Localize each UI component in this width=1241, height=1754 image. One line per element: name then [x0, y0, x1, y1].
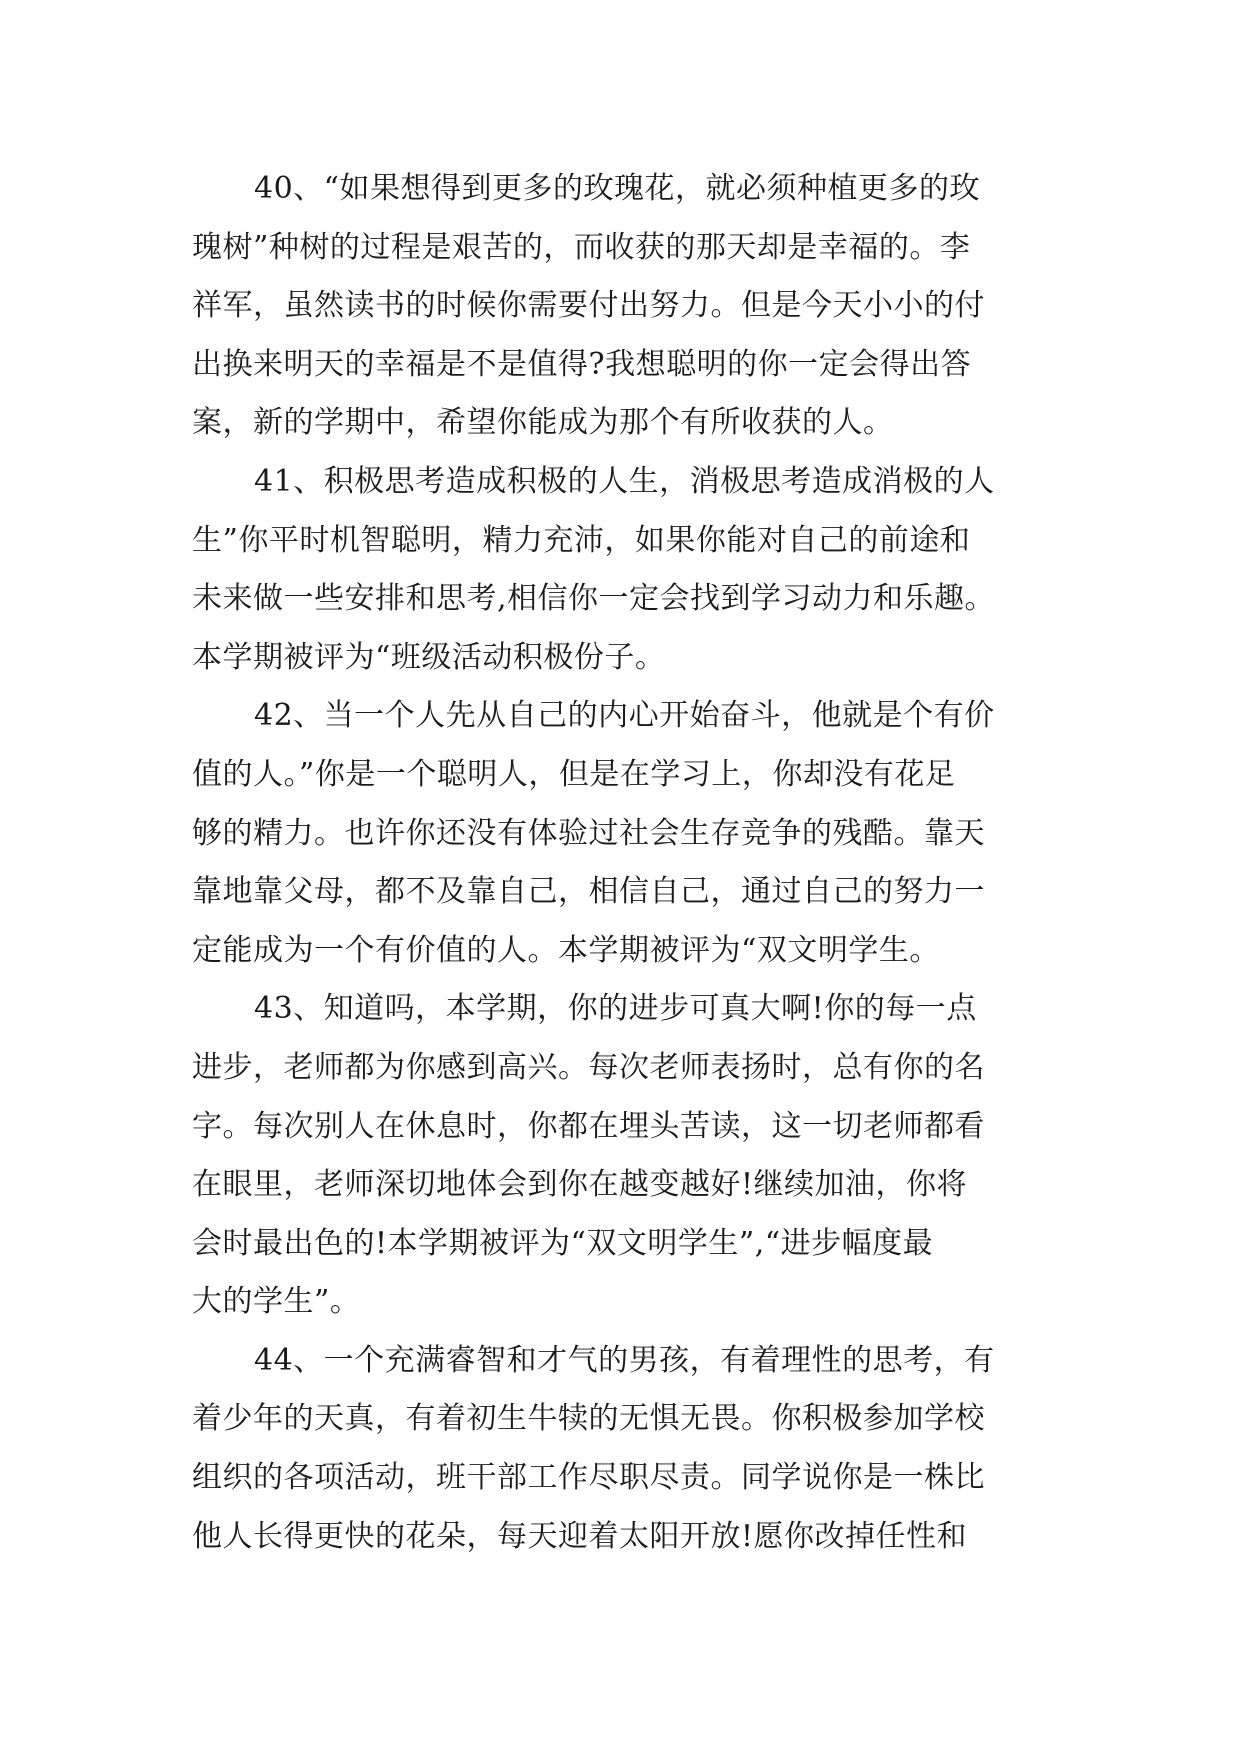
- text-line: 44、一个充满睿智和才气的男孩，有着理性的思考，有: [254, 1342, 995, 1378]
- text-line: 祥军，虽然读书的时候你需要付出努力。但是今天小小的付: [192, 288, 985, 324]
- text-line: 值的人。”你是一个聪明人，但是在学习上，你却没有花足: [192, 756, 956, 792]
- text-line: 定能成为一个有价值的人。本学期被评为“双文明学生。: [192, 932, 940, 968]
- text-line: 会时最出色的!本学期被评为“双文明学生”,“进步幅度最: [192, 1225, 934, 1261]
- text-line: 出换来明天的幸福是不是值得?我想聪明的你一定会得出答: [192, 346, 972, 382]
- text-line: 40、“如果想得到更多的玫瑰花，就必须种植更多的玫: [254, 171, 981, 206]
- text-line: 他人长得更快的花朵，每天迎着太阳开放!愿你改掉任性和: [192, 1518, 968, 1554]
- text-line: 在眼里，老师深切地体会到你在越变越好!继续加油，你将: [192, 1167, 968, 1203]
- text-line: 未来做一些安排和思考,相信你一定会找到学习动力和乐趣。: [192, 581, 996, 617]
- text-line: 靠地靠父母，都不及靠自己，相信自己，通过自己的努力一: [192, 874, 985, 910]
- document-body: [192, 160, 1052, 1566]
- paragraph-42: [192, 687, 1052, 980]
- text-line: 本学期被评为“班级活动积极份子。: [192, 639, 666, 675]
- text-line: 进步，老师都为你感到高兴。每次老师表扬时，总有你的名: [192, 1049, 985, 1085]
- text-line: 瑰树”种树的过程是艰苦的，而收获的那天却是幸福的。李: [192, 229, 971, 265]
- text-line: 生”你平时机智聪明，精力充沛，如果你能对自己的前途和: [192, 522, 971, 558]
- paragraph-43: [192, 980, 1052, 1332]
- text-line: 大的学生”。: [192, 1284, 361, 1320]
- text-line: 字。每次别人在休息时，你都在埋头苦读，这一切老师都看: [192, 1108, 985, 1144]
- text-line: 着少年的天真，有着初生牛犊的无惧无畏。你积极参加学校: [192, 1401, 985, 1437]
- paragraph-41: [192, 453, 1052, 687]
- text-line: 组织的各项活动，班干部工作尽职尽责。同学说你是一株比: [192, 1460, 985, 1496]
- text-line: 41、积极思考造成积极的人生，消极思考造成消极的人: [254, 463, 995, 499]
- text-line: 43、知道吗，本学期，你的进步可真大啊!你的每一点: [254, 991, 977, 1027]
- paragraph-40: [192, 160, 1052, 453]
- text-line: 案，新的学期中，希望你能成为那个有所收获的人。: [192, 405, 894, 441]
- text-line: 够的精力。也许你还没有体验过社会生存竞争的残酷。靠天: [192, 815, 985, 851]
- text-line: 42、当一个人先从自己的内心开始奋斗，他就是个有价: [254, 698, 995, 734]
- paragraph-44: [192, 1332, 1052, 1566]
